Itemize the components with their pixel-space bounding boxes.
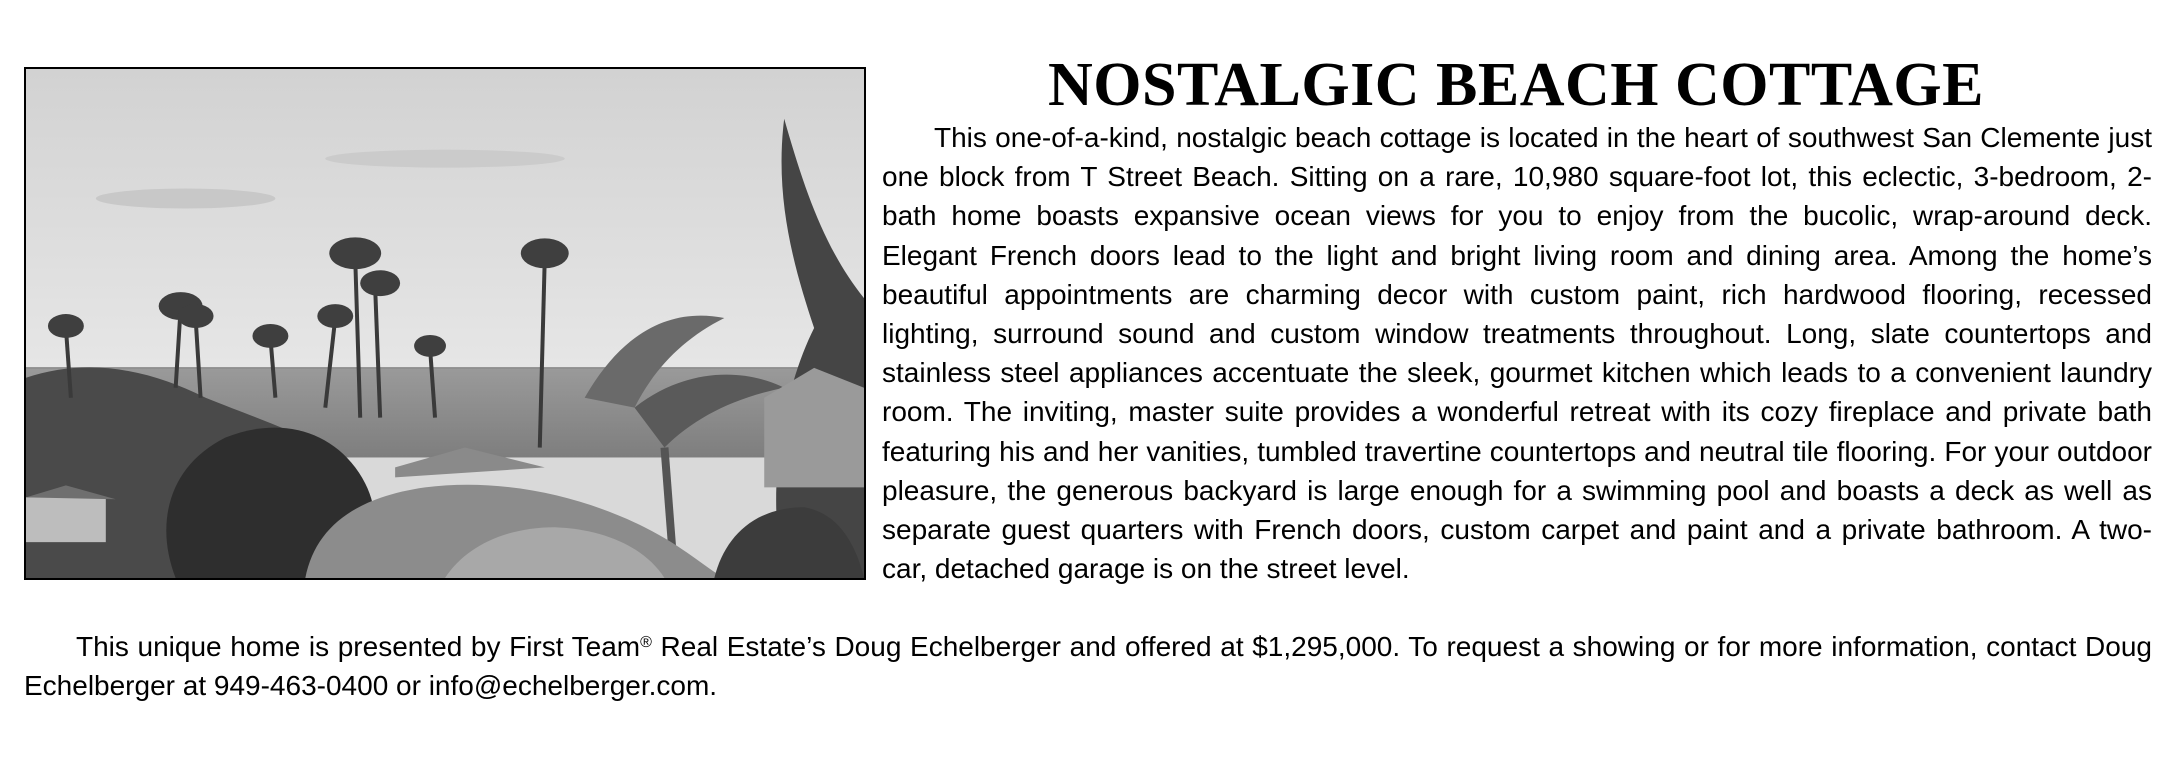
listing-description: This one-of-a-kind, nostalgic beach cottage is located in the heart of southwest San Clemente just one block from T Street Beach. Sitting on a rare, 10,980 square-foot lot, this eclectic, 3-bedroom, 2-bath home boasts expansive ocean views for you to enjoy from the bucolic, wrap-around deck. Elegant French doors lead to the light and bright living room and dining area. Among the home’s beautiful appointments are charming decor with custom paint, rich hardwood flooring, recessed lighting, surround sound and custom window treatments throughout. Long, slate countertops and stainless steel appliances accentuate the sleek, gourmet kitchen which leads to a convenient laundry room. The inviting, master suite provides a wonderful retreat with its cozy fireplace and private bath featuring his and her vanities, tumbled travertine countertops and neutral tile flooring. For your outdoor pleasure, the generous backyard is large enough for a swimming pool and boasts a deck as well as separate guest quarters with French doors, custom carpet and paint and a private bathroom. A two-car, detached garage is on the street level. xyxy=(882,122,2152,585)
registered-mark: ® xyxy=(640,634,652,651)
contact-text-end: Real Estate’s Doug Echelberger and offered at $1,295,000. To request a showing or for more information, contact Doug Echelberger at 949-463-0400 or info@echelberger.com. xyxy=(24,631,2152,702)
sky xyxy=(26,69,864,368)
listing-title: NOSTALGIC BEACH COTTAGE xyxy=(1048,51,1984,119)
cloud xyxy=(96,189,276,209)
cloud xyxy=(325,150,564,168)
house xyxy=(26,497,106,542)
contact-text-start: This unique home is presented by First Team xyxy=(76,631,641,662)
listing-contact-info xyxy=(24,627,2152,705)
listing-photo xyxy=(24,67,866,580)
ocean-view-photo xyxy=(26,69,864,578)
